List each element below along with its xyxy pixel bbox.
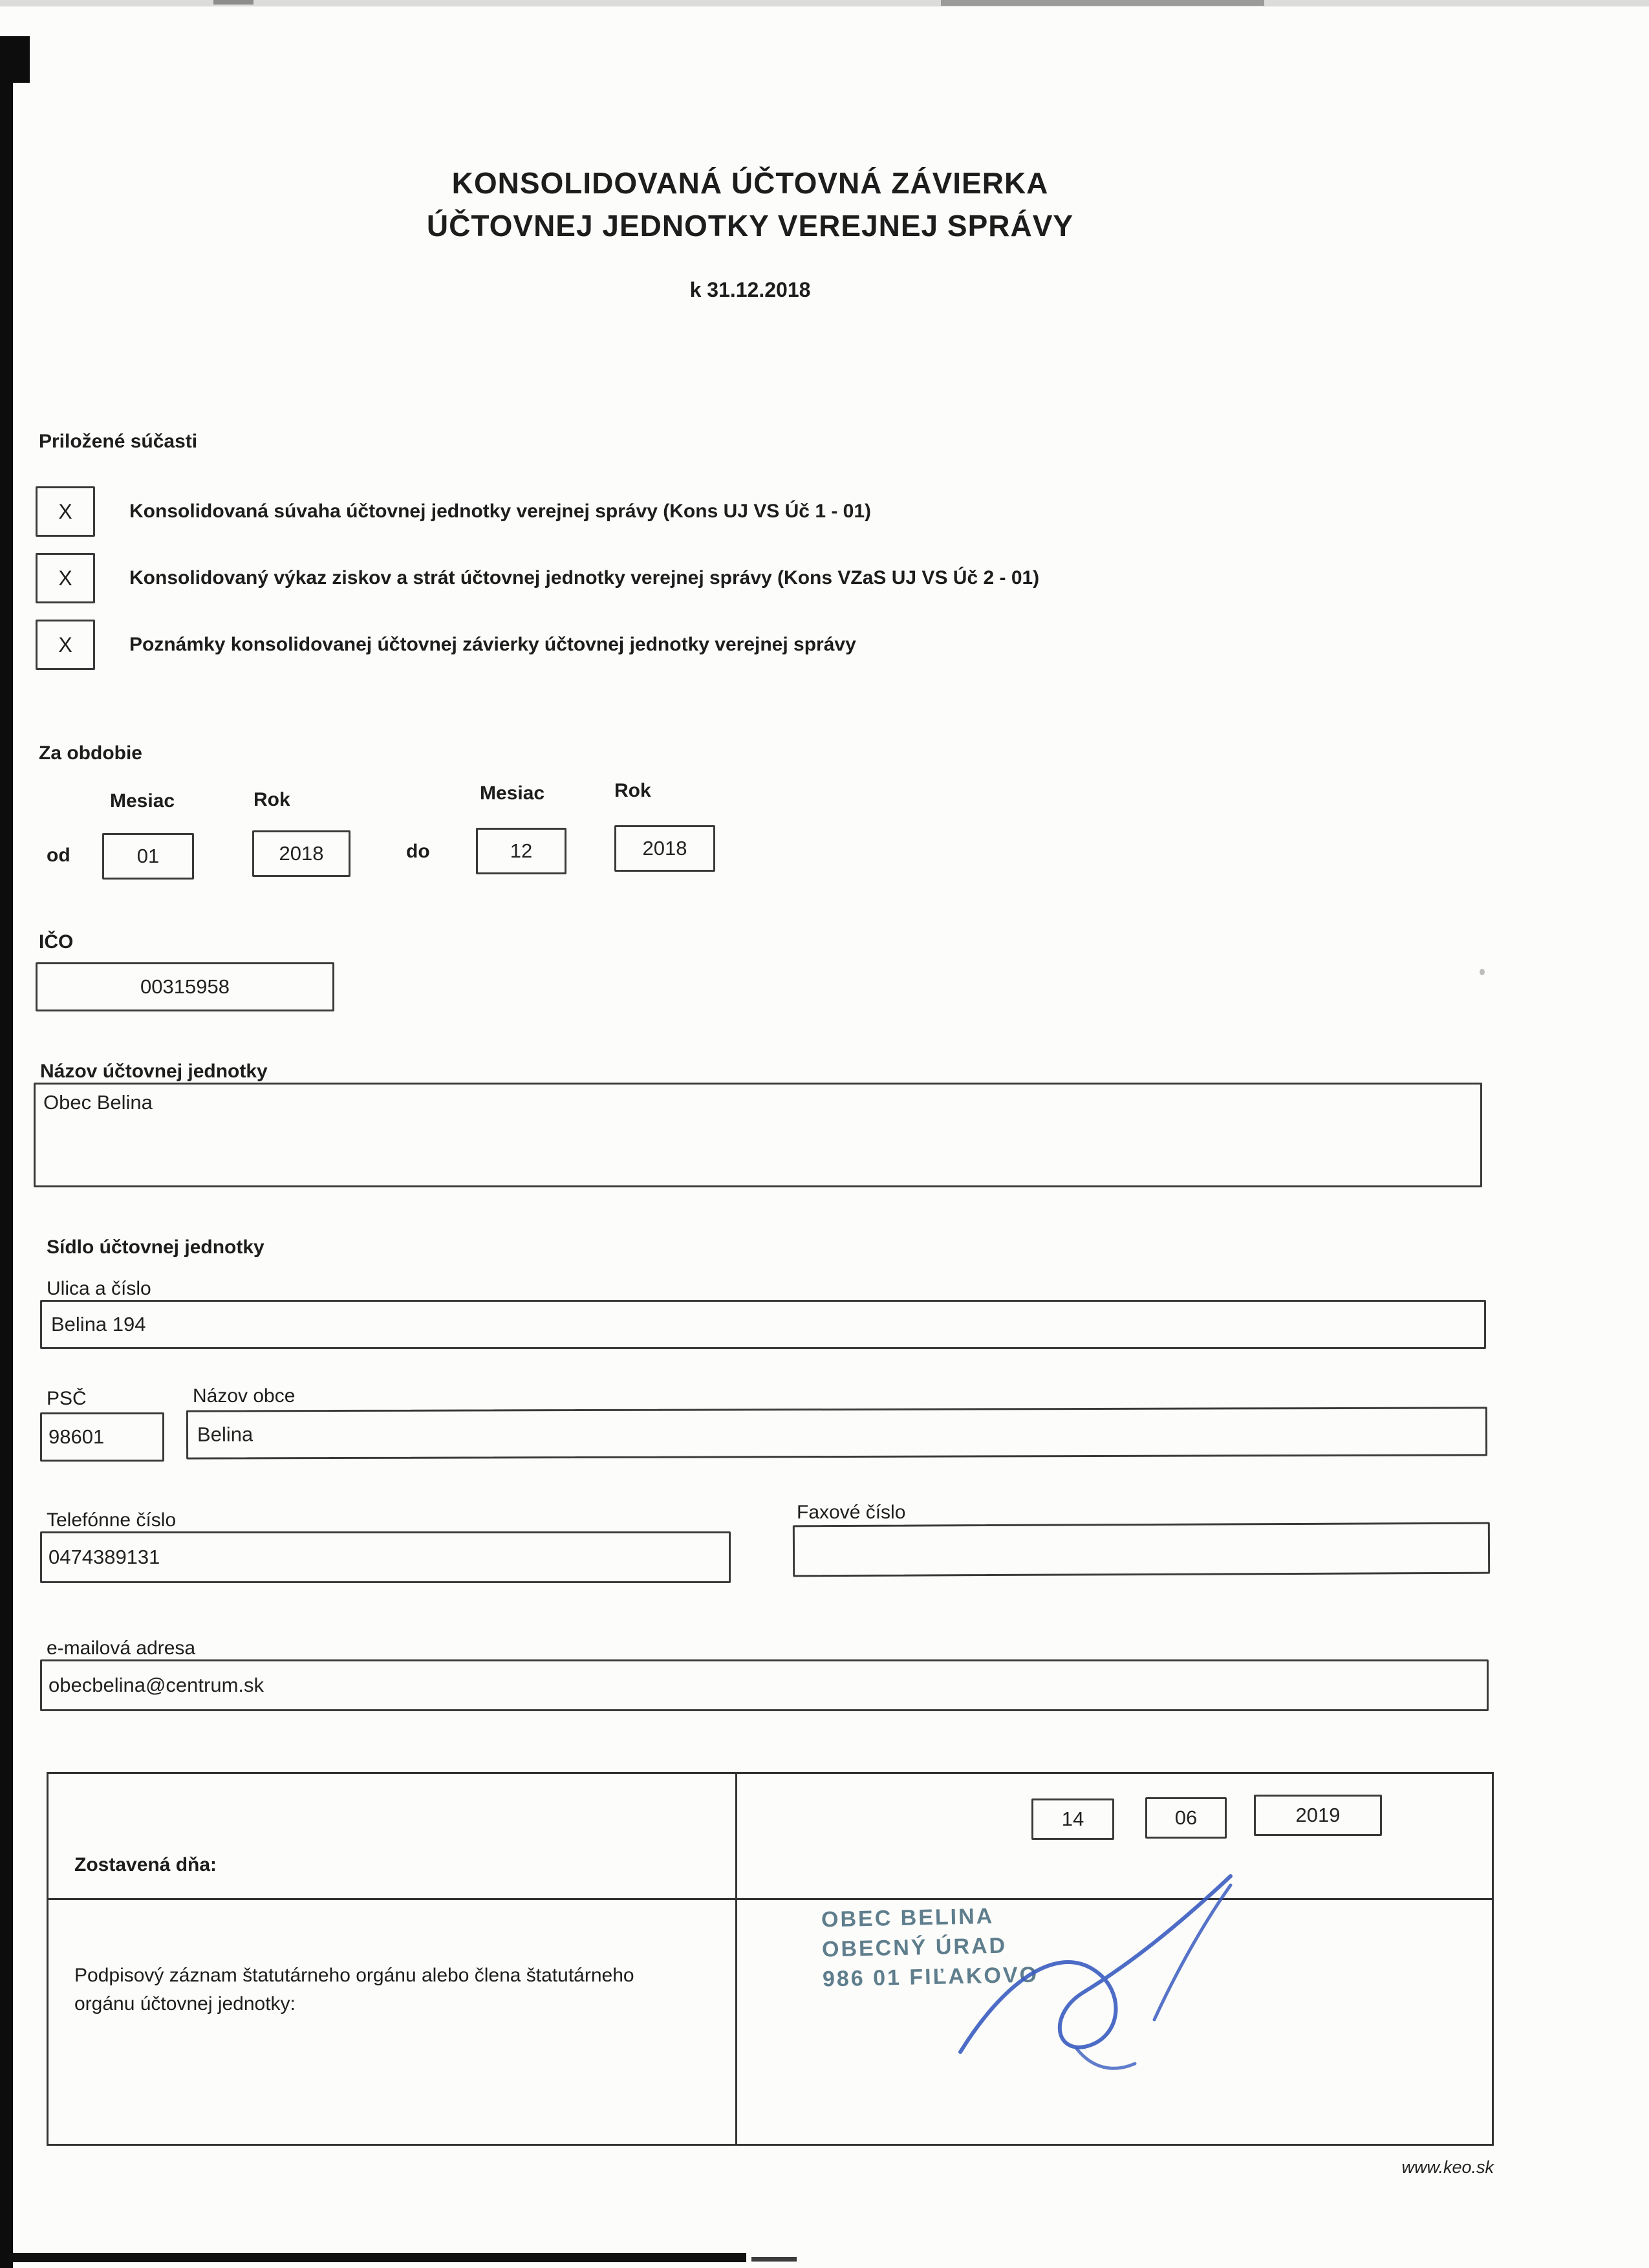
period-to-month-value: 12 bbox=[510, 839, 533, 862]
period-to-month-box bbox=[476, 828, 566, 874]
stamp-line-3: 986 01 FIĽAKOVO bbox=[822, 1962, 1039, 1992]
psc-box bbox=[40, 1412, 164, 1462]
compiled-month-value: 06 bbox=[1174, 1806, 1198, 1829]
compiled-year-box bbox=[1254, 1795, 1382, 1836]
ico-box bbox=[36, 962, 334, 1011]
handwritten-signature bbox=[941, 1858, 1303, 2091]
scan-artifact-bottom-mark bbox=[751, 2257, 797, 2262]
ico-value: 00315958 bbox=[140, 975, 230, 998]
email-label: e-mailová adresa bbox=[47, 1637, 196, 1659]
checkbox-notes: X bbox=[36, 620, 95, 670]
compiled-day-value: 14 bbox=[1061, 1808, 1084, 1830]
scan-artifact-corner-mark bbox=[0, 36, 30, 83]
psc-label: PSČ bbox=[47, 1388, 87, 1409]
period-to-year-value: 2018 bbox=[642, 837, 687, 859]
email-value: obecbelina@centrum.sk bbox=[48, 1674, 264, 1696]
period-to-label: do bbox=[406, 841, 430, 862]
phone-box bbox=[40, 1531, 731, 1583]
compiled-month-box bbox=[1145, 1797, 1227, 1839]
compiled-day-box bbox=[1031, 1798, 1114, 1840]
document-title-line2: ÚČTOVNEJ JEDNOTKY VEREJNEJ SPRÁVY bbox=[426, 209, 1074, 243]
entity-name-value: Obec Belina bbox=[43, 1091, 153, 1114]
street-value: Belina 194 bbox=[51, 1313, 146, 1335]
email-box bbox=[40, 1659, 1489, 1711]
town-value: Belina bbox=[197, 1423, 253, 1446]
checkbox-profit-loss: X bbox=[36, 553, 95, 603]
signature-table bbox=[47, 1772, 1494, 2146]
address-heading: Sídlo účtovnej jednotky bbox=[47, 1237, 264, 1258]
phone-value: 0474389131 bbox=[48, 1546, 160, 1568]
scan-artifact-top-dark-1 bbox=[941, 0, 1264, 6]
document-title-line1: KONSOLIDOVANÁ ÚČTOVNÁ ZÁVIERKA bbox=[451, 166, 1049, 200]
checkbox-profit-loss-label: Konsolidovaný výkaz ziskov a strát účtovnej jednotky verejnej správy (Kons VZaS UJ VS Úč 2 - 01) bbox=[129, 567, 1040, 589]
period-to-month-label: Mesiac bbox=[480, 783, 545, 804]
scan-artifact-bottom-strip bbox=[9, 2253, 746, 2262]
scan-artifact-speck bbox=[1480, 969, 1485, 975]
period-heading: Za obdobie bbox=[39, 742, 142, 764]
vendor-website: www.keo.sk bbox=[1401, 2157, 1494, 2177]
town-label: Názov obce bbox=[193, 1385, 296, 1407]
scan-artifact-top-dark-2 bbox=[213, 0, 253, 5]
street-box bbox=[40, 1300, 1486, 1349]
period-from-month-box bbox=[102, 833, 194, 880]
entity-name-box bbox=[34, 1083, 1482, 1187]
document-date-line: k 31.12.2018 bbox=[689, 278, 811, 301]
scan-artifact-left-strip bbox=[0, 56, 13, 2268]
attachments-heading: Priložené súčasti bbox=[39, 431, 198, 452]
period-from-year-box bbox=[252, 830, 350, 877]
phone-label: Telefónne číslo bbox=[47, 1509, 177, 1531]
checkbox-balance-sheet: X bbox=[36, 486, 95, 537]
checkbox-balance-sheet-label: Konsolidovaná súvaha účtovnej jednotky verejnej správy (Kons UJ VS Úč 1 - 01) bbox=[129, 501, 872, 522]
fax-label: Faxové číslo bbox=[797, 1502, 906, 1523]
stamp-line-1: OBEC BELINA bbox=[821, 1903, 995, 1932]
fax-box bbox=[793, 1522, 1490, 1577]
checkbox-notes-label: Poznámky konsolidovanej účtovnej závierky účtovnej jednotky verejnej správy bbox=[129, 634, 856, 655]
period-from-year-value: 2018 bbox=[279, 842, 324, 865]
period-from-month-label: Mesiac bbox=[110, 790, 175, 812]
signatory-label: Podpisový záznam štatutárneho orgánu alebo člena štatutárneho orgánu účtovnej jednotky: bbox=[74, 1965, 634, 2014]
stamp-line-2: OBECNÝ ÚRAD bbox=[821, 1933, 1008, 1962]
period-to-year-label: Rok bbox=[614, 780, 651, 801]
signature-table-vertical-divider bbox=[735, 1774, 737, 2144]
period-from-month-value: 01 bbox=[136, 845, 160, 867]
compiled-date-label: Zostavená dňa: bbox=[74, 1854, 217, 1875]
town-box bbox=[186, 1407, 1487, 1459]
psc-value: 98601 bbox=[48, 1425, 105, 1448]
period-from-label: od bbox=[47, 845, 70, 866]
period-from-year-label: Rok bbox=[253, 789, 290, 810]
compiled-year-value: 2019 bbox=[1295, 1804, 1341, 1826]
ico-label: IČO bbox=[39, 931, 74, 953]
period-to-year-box bbox=[614, 825, 715, 872]
entity-name-label: Názov účtovnej jednotky bbox=[40, 1061, 268, 1082]
street-label: Ulica a číslo bbox=[47, 1278, 151, 1299]
